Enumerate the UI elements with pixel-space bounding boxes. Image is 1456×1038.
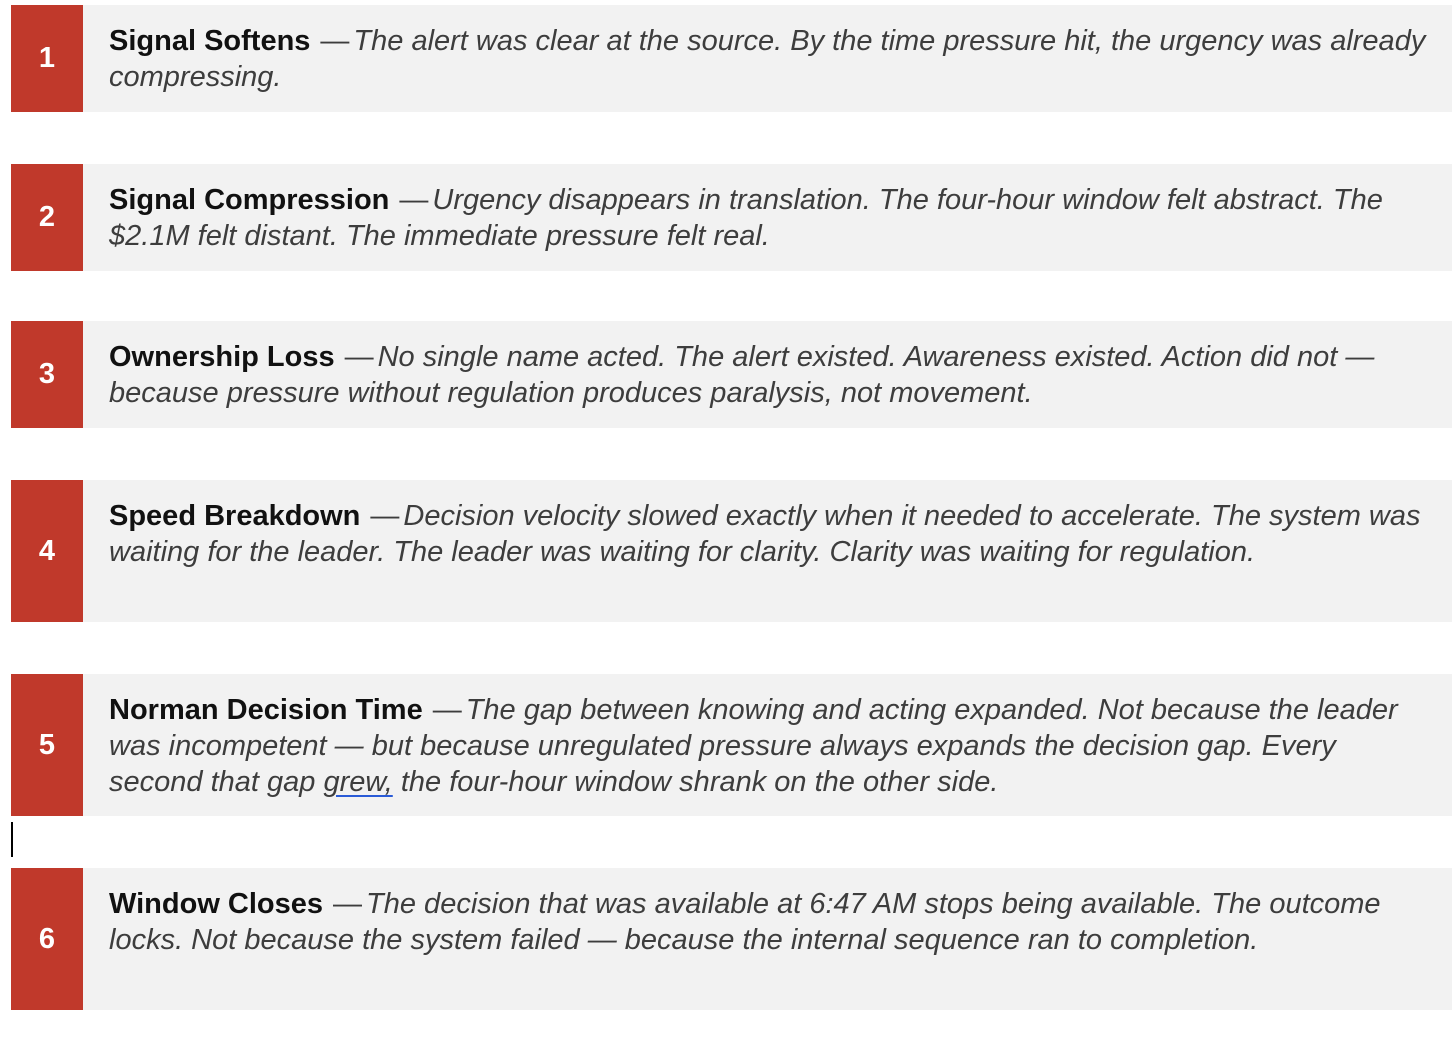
em-dash-separator: — bbox=[432, 694, 462, 726]
step-number-badge: 1 bbox=[11, 5, 83, 112]
step-number-badge: 3 bbox=[11, 321, 83, 428]
description-text-after: the four-hour window shrank on the other side. bbox=[392, 766, 999, 798]
em-dash-separator: — bbox=[320, 25, 350, 57]
grammar-flagged-word[interactable]: grew, bbox=[323, 766, 393, 798]
list-item-5 bbox=[11, 674, 1452, 816]
step-text[interactable] bbox=[83, 5, 1452, 112]
list-item-1 bbox=[11, 5, 1452, 112]
step-title: Signal Softens bbox=[109, 25, 311, 57]
step-title: Window Closes bbox=[109, 888, 324, 920]
step-text[interactable] bbox=[83, 674, 1452, 816]
step-number-badge: 2 bbox=[11, 164, 83, 271]
list-item-2 bbox=[11, 164, 1452, 271]
text-cursor bbox=[11, 822, 13, 857]
list-item-4 bbox=[11, 480, 1452, 622]
step-text[interactable] bbox=[83, 480, 1452, 622]
step-text[interactable] bbox=[83, 868, 1452, 1010]
em-dash-separator: — bbox=[399, 184, 429, 216]
list-item-6 bbox=[11, 868, 1452, 1010]
step-title: Ownership Loss bbox=[109, 341, 335, 373]
step-number-badge: 5 bbox=[11, 674, 83, 816]
step-title: Speed Breakdown bbox=[109, 500, 361, 532]
step-description: Urgency disappears in translation. The four-hour window felt abstract. The $2.1M felt distant. The immediate pressure felt real. bbox=[109, 184, 1383, 252]
description-text-before: The gap between knowing and acting expanded. Not because the leader was incompetent — but because unregulated pressure always expands the decision gap. Every second that gap bbox=[109, 694, 1398, 798]
step-title: Signal Compression bbox=[109, 184, 390, 216]
step-description: The decision that was available at 6:47 AM stops being available. The outcome locks. Not because the system failed — because the internal sequence ran to completion. bbox=[109, 888, 1381, 956]
em-dash-separator: — bbox=[333, 888, 363, 920]
step-text[interactable] bbox=[83, 321, 1452, 428]
list-item-3 bbox=[11, 321, 1452, 428]
step-text[interactable] bbox=[83, 164, 1452, 271]
step-description: No single name acted. The alert existed. Awareness existed. Action did not — because pressure without regulation produces paralysis, not movement. bbox=[109, 341, 1375, 409]
em-dash-separator: — bbox=[344, 341, 374, 373]
step-number-badge: 4 bbox=[11, 480, 83, 622]
em-dash-separator: — bbox=[370, 500, 400, 532]
step-number-badge: 6 bbox=[11, 868, 83, 1010]
step-title: Norman Decision Time bbox=[109, 694, 423, 726]
step-description: Decision velocity slowed exactly when it needed to accelerate. The system was waiting for the leader. The leader was waiting for clarity. Clarity was waiting for regulation. bbox=[109, 500, 1421, 568]
step-description: The alert was clear at the source. By the time pressure hit, the urgency was already compressing. bbox=[109, 25, 1426, 93]
